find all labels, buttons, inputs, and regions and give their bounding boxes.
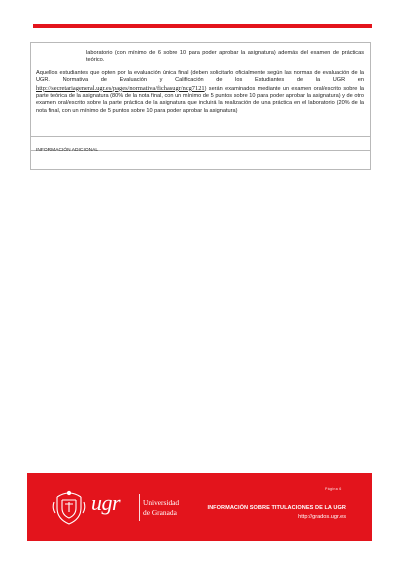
university-name-line1: Universidad [143,498,180,507]
additional-info-title: INFORMACIÓN ADICIONAL [36,148,99,153]
page-number: Página 6 [325,487,342,491]
university-name-line2: de Granada [143,508,177,517]
grados-link[interactable]: http://grados.ugr.es [298,514,346,520]
university-name [143,498,179,518]
additional-info-header-cell [31,136,370,153]
content-table [30,42,371,170]
page-footer [27,473,372,541]
ugr-logo[interactable] [51,488,191,528]
titulaciones-info [207,505,346,520]
titulaciones-label: INFORMACIÓN SOBRE TITULACIONES DE LA UGR [207,505,346,511]
normativa-link[interactable]: http://secretariageneral.ugr.es/pages/normativa/fichasugr/ncg7121 [36,84,205,92]
continued-paragraph: laboratorio (con mínimo de 6 sobre 10 para poder aprobar la asignatura) además del examen de prácticas teórico. [86,50,364,64]
single-evaluation-paragraph [36,70,364,115]
logo-divider [139,494,140,521]
top-red-rule [33,24,372,28]
evaluation-cell [31,43,370,136]
ugr-wordmark: ugr [91,490,121,515]
single-evaluation-text-start: Aquellos estudiantes que opten por la evaluación única final (deben solicitarlo oficialmente según las normas de evaluación de la UGR. Normativa de Evaluación y Calificación de los Estudiantes de la UGR en [36,69,364,84]
ugr-crest-icon [51,488,87,526]
single-evaluation-text-end: ) serán examinados mediante un examen oral/escrito sobre la parte teórica de la asignatura (80% de la nota final, con un mínimo de 5 puntos sobre 10 para poder aprobar la asignatura) y de otro examen oral/escrito sobre la parte práctica de la asignatura que incluirá la realización de una práctica en el laboratorio (20% de la nota final, con un mínimo de 5 puntos sobre 10 para poder aprobar la asignatura) [36,85,364,114]
